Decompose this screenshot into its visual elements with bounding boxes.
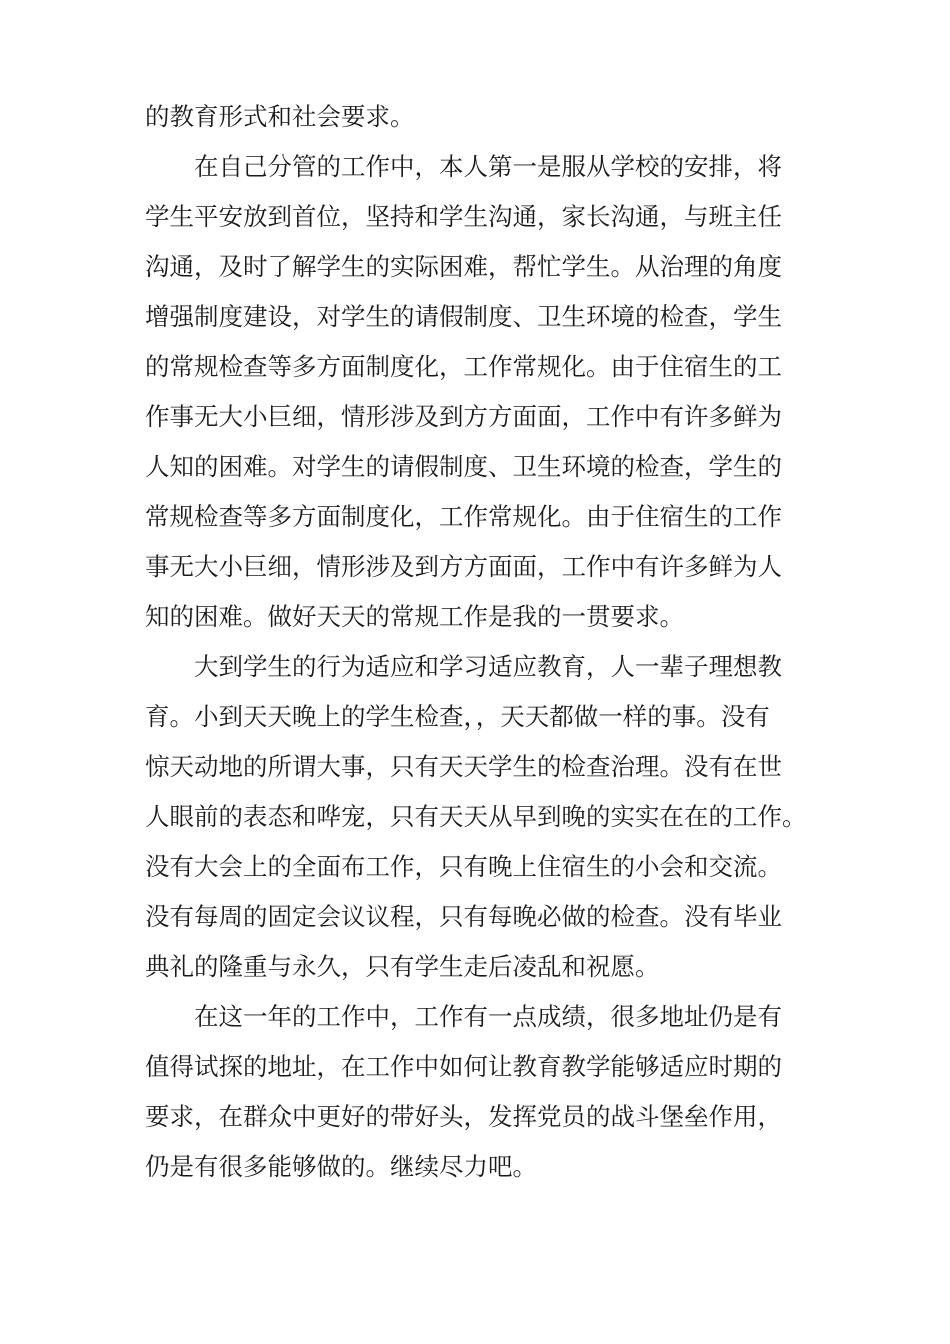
text-line: 作事无大小巨细，情形涉及到方方面面，工作中有许多鲜为 — [145, 402, 782, 431]
text-line: 没有大会上的全面布工作，只有晚上住宿生的小会和交流。 — [145, 852, 782, 881]
text-line: 学生平安放到首位，坚持和学生沟通，家长沟通，与班主任 — [145, 202, 782, 231]
text-line: 仍是有很多能够做的。继续尽力吧。 — [145, 1152, 537, 1181]
document-body — [145, 92, 813, 1192]
text-line: 的教育形式和社会要求。 — [145, 102, 415, 131]
text-line: 增强制度建设，对学生的请假制度、卫生环境的检查，学生 — [145, 302, 782, 331]
text-line: 常规检查等多方面制度化，工作常规化。由于住宿生的工作 — [145, 502, 782, 531]
text-line: 值得试探的地址，在工作中如何让教育教学能够适应时期的 — [145, 1052, 782, 1081]
text-line: 知的困难。做好天天的常规工作是我的一贯要求。 — [145, 602, 684, 631]
text-line: 沟通，及时了解学生的实际困难，帮忙学生。从治理的角度 — [145, 252, 782, 281]
text-line: 人眼前的表态和哗宠，只有天天从早到晚的实实在在的工作。 — [145, 802, 807, 831]
text-line: 要求，在群众中更好的带好头，发挥党员的战斗堡垒作用， — [145, 1102, 782, 1131]
text-line: 育。小到天天晚上的学生检查，，天天都做一样的事。没有 — [145, 702, 770, 731]
paragraph-3 — [145, 642, 813, 992]
text-line: 惊天动地的所谓大事，只有天天学生的检查治理。没有在世 — [145, 752, 782, 781]
text-line: 的常规检查等多方面制度化，工作常规化。由于住宿生的工 — [145, 352, 782, 381]
text-line: 典礼的隆重与永久，只有学生走后凌乱和祝愿。 — [145, 952, 660, 981]
paragraph-1 — [145, 92, 813, 142]
text-line: 在这一年的工作中，工作有一点成绩，很多地址仍是有 — [145, 1002, 782, 1031]
paragraph-4 — [145, 992, 813, 1192]
text-line: 人知的困难。对学生的请假制度、卫生环境的检查，学生的 — [145, 452, 782, 481]
text-line: 事无大小巨细，情形涉及到方方面面，工作中有许多鲜为人 — [145, 552, 782, 581]
paragraph-2 — [145, 142, 813, 642]
text-line: 大到学生的行为适应和学习适应教育，人一辈子理想教 — [145, 652, 782, 681]
text-line: 在自己分管的工作中，本人第一是服从学校的安排，将 — [145, 152, 782, 181]
text-line: 没有每周的固定会议议程，只有每晚必做的检查。没有毕业 — [145, 902, 782, 931]
